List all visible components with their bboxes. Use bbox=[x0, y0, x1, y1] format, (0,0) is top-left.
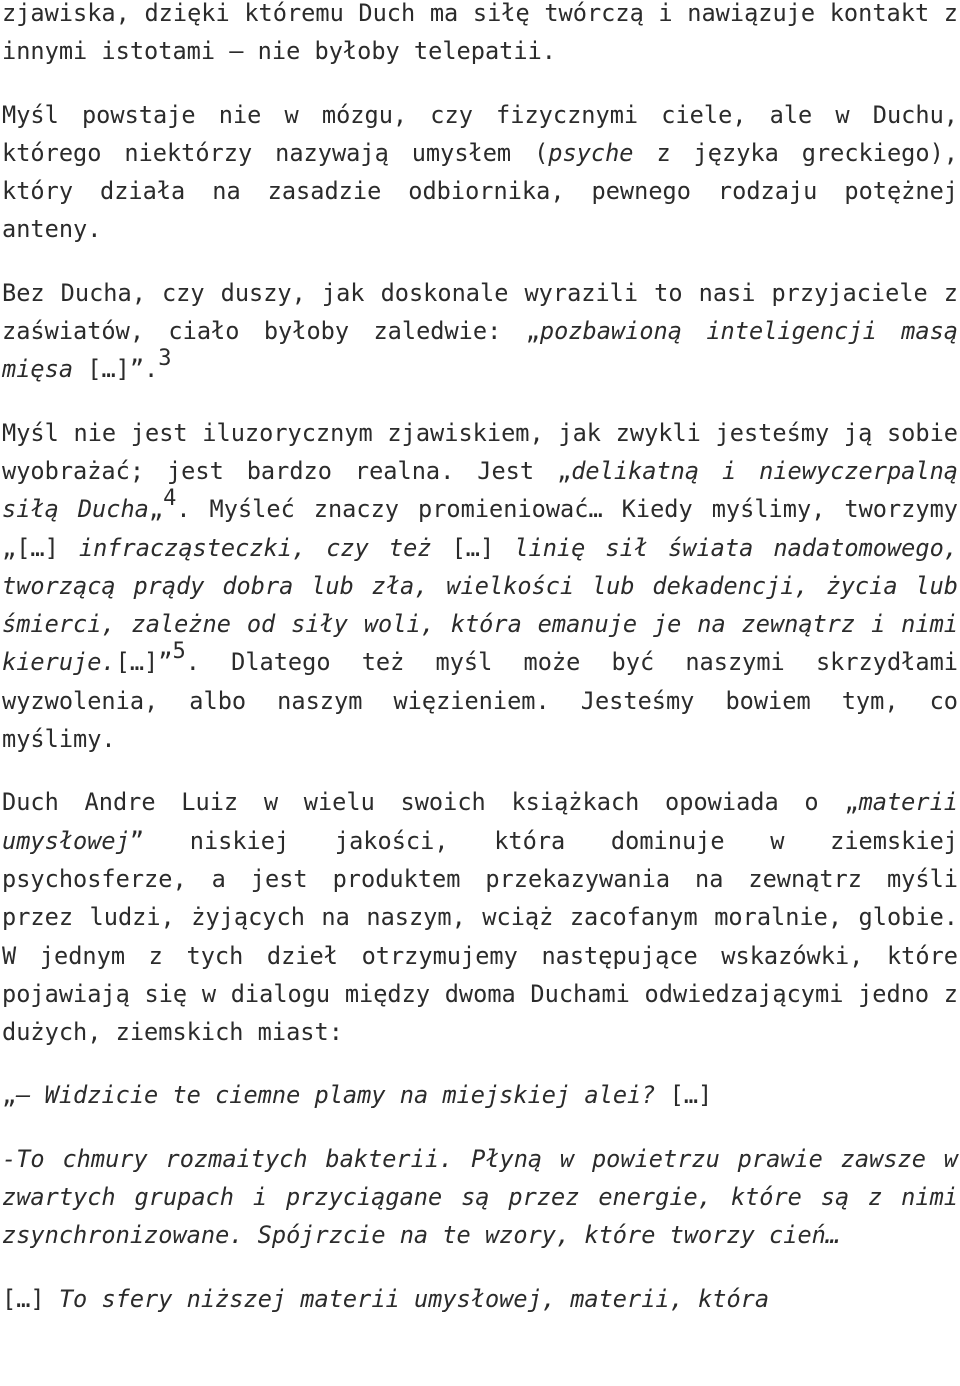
text-run: Myśl nie jest iluzorycznym zjawiskiem, jak zwykli jesteśmy ją sobie wyobrażać; jest bardzo realna. Jest „ bbox=[2, 418, 958, 485]
text-run: z języka greckiego), który działa na zasadzie odbiornika, pewnego rodzaju potężnej anteny. bbox=[2, 138, 958, 244]
text-run: […]” bbox=[115, 648, 173, 677]
text-run: zjawiska, dzięki któremu Duch ma siłę twórczą i nawiązuje kontakt z innymi istotami – nie byłoby telepatii. bbox=[2, 0, 958, 66]
italic-quote-run: -To chmury rozmaitych bakterii. Płyną w powietrzu prawie zawsze w zwartych grupach i przyciągane są przez energie, które są z nimi zsynchronizowane. Spójrzcie na te wzory, które tworzy cień… bbox=[2, 1144, 958, 1250]
italic-quote-run: materii umysłowej bbox=[2, 788, 958, 855]
text-run: Duch Andre Luiz w wielu swoich książkach opowiada o „ bbox=[2, 788, 859, 817]
text-run: Bez Ducha, czy duszy, jak doskonale wyrazili to nasi przyjaciele z zaświatów, ciało byłoby zaledwie: „ bbox=[2, 278, 958, 346]
italic-quote-run: linię sił świata nadatomowego, tworzącą prądy dobra lub zła, wielkości lub dekadencji, życia lub śmierci, zależne od siły woli, która emanuje je na zewnątrz i nimi kieruje. bbox=[2, 533, 958, 677]
paragraph-telepathy bbox=[2, 0, 958, 71]
text-run: ” niskiej jakości, która dominuje w ziemskiej psychosferze, a jest produktem przekazywania na zewnątrz myśli przez ludzi, żyjących na naszym, wciąż zacofanym moralnie, globie. W jednym z tych dzieł otrzymujemy następujące wskazówki, które pojawiają się w dialogu między dwoma Duchami odwiedzającymi jedno z dużych, ziemskich miast: bbox=[2, 826, 958, 1047]
paragraph-dialogue-spheres bbox=[2, 1280, 958, 1318]
italic-quote-run: infracząsteczki, czy też bbox=[78, 533, 432, 562]
footnote-marker: 3 bbox=[158, 346, 172, 372]
paragraph-thought-origin bbox=[2, 96, 958, 249]
paragraph-dialogue-bacteria bbox=[2, 1140, 958, 1255]
text-run: […]”. bbox=[73, 355, 159, 384]
text-run: . Dlatego też myśl może być naszymi skrzydłami wyzwolenia, albo naszym więzieniem. Jesteśmy bowiem tym, co myślimy. bbox=[2, 648, 958, 754]
footnote-marker: 5 bbox=[172, 639, 186, 665]
italic-quote-run: psyche bbox=[548, 138, 634, 167]
italic-quote-run: pozbawioną inteligencji masą mięsa bbox=[2, 317, 959, 384]
text-run: . Myśleć znaczy promieniować… Kiedy myślimy, tworzymy „[…] bbox=[2, 495, 958, 562]
text-run: „ bbox=[2, 1081, 17, 1110]
paragraph-andre-luiz bbox=[2, 783, 958, 1051]
text-run: […] bbox=[655, 1081, 713, 1110]
footnote-marker: 4 bbox=[163, 486, 177, 512]
text-run: Myśl powstaje nie w mózgu, czy fizycznymi ciele, ale w Duchu, którego niektórzy nazywają umysłem ( bbox=[2, 100, 958, 167]
italic-quote-run: delikatną i niewyczerpalną siłą Ducha bbox=[2, 456, 958, 524]
document-page bbox=[2, 0, 958, 1343]
paragraph-thought-is-real bbox=[2, 414, 958, 759]
paragraph-dialogue-question bbox=[2, 1076, 958, 1114]
text-run: […] bbox=[431, 533, 515, 562]
italic-quote-run: To sfery niższej materii umysłowej, materii, która bbox=[58, 1284, 770, 1313]
text-run: […] bbox=[2, 1284, 59, 1313]
italic-quote-run: – Widzicie te ciemne plamy na miejskiej alei? bbox=[16, 1081, 656, 1110]
paragraph-body-without-spirit bbox=[2, 274, 958, 389]
text-run: „ bbox=[148, 495, 164, 524]
